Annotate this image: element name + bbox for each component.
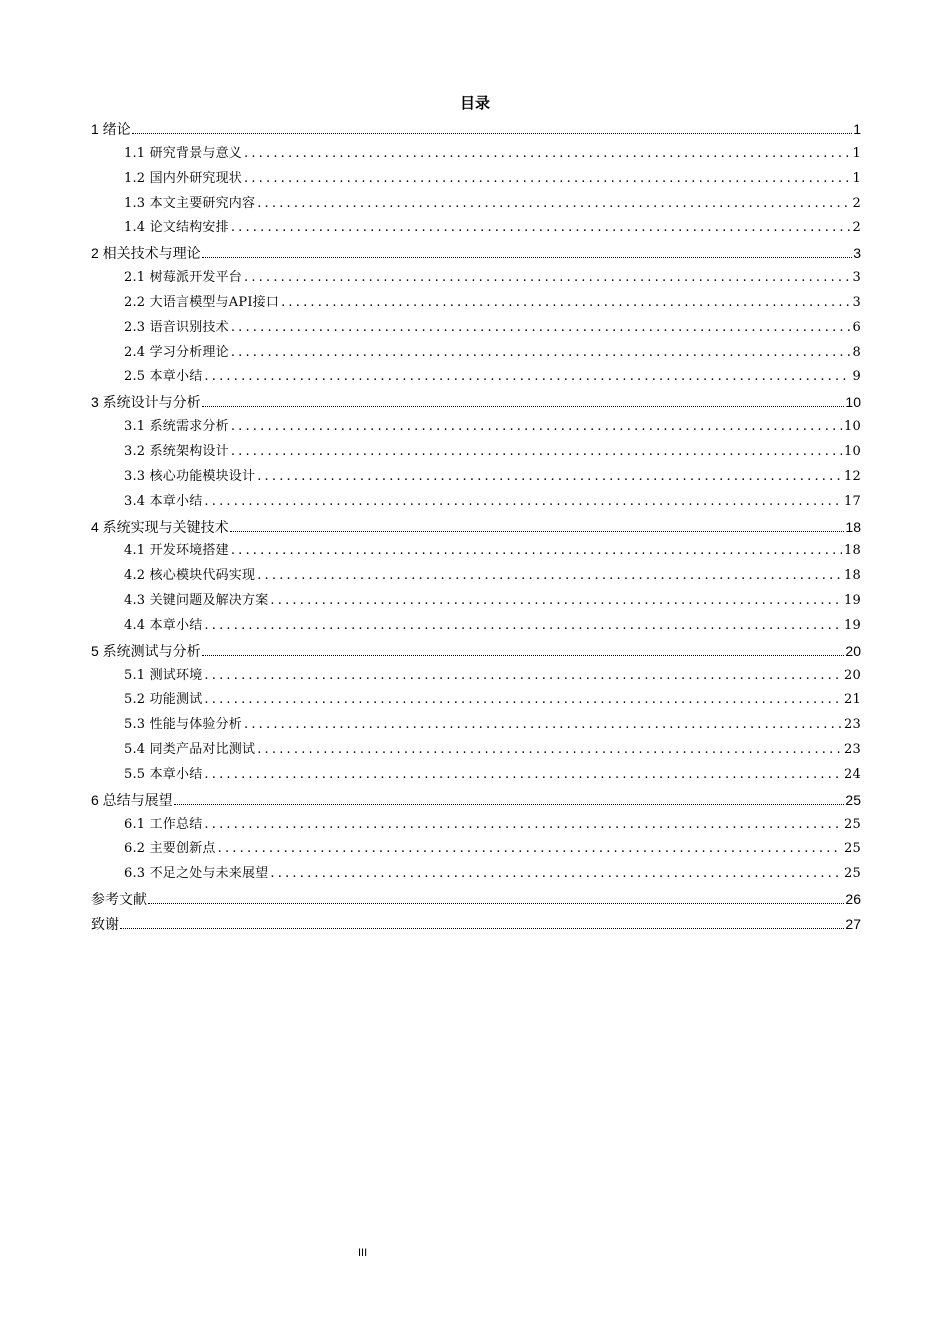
toc-chapter-entry[interactable] [91,515,861,540]
toc-section-entry[interactable] [91,813,861,838]
toc-chapter-entry[interactable] [91,788,861,813]
toc-entry-page-number: 25 [844,841,861,857]
toc-section-entry[interactable] [91,216,861,241]
toc-entry-label: 参考文献 [91,891,147,908]
toc-entry-label: 2.3 语音识别技术 [124,319,229,335]
toc-section-entry[interactable] [91,291,861,316]
toc-section-entry[interactable] [91,341,861,366]
toc-section-entry[interactable] [91,192,861,217]
toc-entry-page-number: 8 [852,344,861,360]
toc-entry-label: 6.2 主要创新点 [124,841,216,857]
toc-entry-label: 3.3 核心功能模块设计 [124,468,256,484]
toc-leader-dots [231,440,842,465]
toc-entry-label: 3.1 系统需求分析 [124,419,229,435]
toc-leader-dots [218,837,842,862]
toc-section-entry[interactable] [91,837,861,862]
toc-entry-page-number: 2 [852,195,861,211]
toc-entry-page-number: 10 [845,394,861,411]
toc-leader-dots [132,133,853,134]
toc-entry-label: 2 相关技术与理论 [91,245,201,262]
toc-chapter-entry[interactable] [91,390,861,415]
toc-leader-dots [204,813,842,838]
toc-entry-page-number: 25 [844,816,861,832]
toc-section-entry[interactable] [91,564,861,589]
toc-entry-label: 5 系统测试与分析 [91,642,201,659]
toc-leader-dots [244,142,851,167]
toc-entry-label: 致谢 [91,916,119,932]
toc-entry-label: 4.1 开发环境搭建 [124,543,229,559]
toc-entry-label: 6.1 工作总结 [124,816,203,832]
toc-entry-page-number: 10 [844,443,861,459]
toc-section-entry[interactable] [91,589,861,614]
toc-section-entry[interactable] [91,862,861,887]
toc-section-entry[interactable] [91,142,861,167]
toc-entry-label: 5.5 本章小结 [124,766,203,782]
toc-leader-dots [244,713,842,738]
toc-entry-page-number: 3 [852,294,861,310]
toc-section-entry[interactable] [91,316,861,341]
toc-leader-dots [204,688,842,713]
toc-section-entry[interactable] [91,614,861,639]
toc-section-entry[interactable] [91,539,861,564]
toc-entry-page-number: 9 [852,369,861,385]
toc-entry-page-number: 18 [844,568,861,584]
toc-entry-label: 5.1 测试环境 [124,667,203,683]
toc-entry-label: 6.3 不足之处与未来展望 [124,866,269,882]
toc-title: 目录 [459,95,490,112]
toc-section-entry[interactable] [91,713,861,738]
toc-entry-label: 1.4 论文结构安排 [124,220,229,236]
toc-leader-dots [281,291,850,316]
toc-entry-page-number: 1 [853,121,861,137]
toc-leader-dots [120,928,844,929]
toc-entry-label: 2.5 本章小结 [124,369,203,385]
toc-entry-page-number: 27 [845,916,861,932]
toc-entry-label: 2.1 树莓派开发平台 [124,270,243,286]
toc-entry-page-number: 1 [852,145,861,161]
toc-entry-label: 3.4 本章小结 [124,493,203,509]
toc-entry-label: 4.2 核心模块代码实现 [124,568,256,584]
toc-section-entry[interactable] [91,465,861,490]
toc-leader-dots [231,216,851,241]
toc-entry-page-number: 18 [845,518,861,535]
toc-section-entry[interactable] [91,365,861,390]
toc-leader-dots [257,465,842,490]
toc-entry-page-number: 3 [853,245,861,262]
toc-chapter-entry[interactable] [91,887,861,912]
toc-entry-label: 1.3 本文主要研究内容 [124,195,256,211]
toc-entry-page-number: 18 [844,543,861,559]
toc-entry-label: 6 总结与展望 [91,791,173,808]
toc-leader-dots [174,804,845,805]
toc-entry-page-number: 12 [844,468,861,484]
toc-section-entry[interactable] [91,763,861,788]
toc-chapter-entry[interactable] [91,117,861,142]
toc-leader-dots [257,564,842,589]
toc-entry-page-number: 2 [852,220,861,236]
toc-entry-page-number: 19 [844,617,861,633]
toc-entry-page-number: 20 [845,642,861,659]
toc-leader-dots [230,531,845,532]
toc-section-entry[interactable] [91,167,861,192]
toc-entry-page-number: 10 [844,419,861,435]
toc-entry-page-number: 20 [844,667,861,683]
toc-leader-dots [148,903,844,904]
toc-entry-label: 1.1 研究背景与意义 [124,145,243,161]
toc-entry-page-number: 21 [844,692,861,708]
toc-chapter-entry[interactable] [91,241,861,266]
toc-entry-page-number: 26 [845,891,861,908]
toc-leader-dots [244,266,851,291]
toc-entry-label: 5.4 同类产品对比测试 [124,742,256,758]
toc-entry-label: 5.2 功能测试 [124,692,203,708]
toc-section-entry[interactable] [91,490,861,515]
table-of-contents [91,117,861,937]
toc-leader-dots [231,415,842,440]
toc-leader-dots [202,655,845,656]
toc-leader-dots [231,539,842,564]
toc-leader-dots [204,763,842,788]
toc-entry-page-number: 1 [852,170,861,186]
toc-leader-dots [257,738,842,763]
toc-leader-dots [202,406,845,407]
toc-entry-label: 5.3 性能与体验分析 [124,717,243,733]
toc-entry-page-number: 24 [844,766,861,782]
toc-entry-page-number: 25 [845,791,861,808]
toc-leader-dots [270,589,842,614]
toc-leader-dots [202,257,853,258]
toc-section-entry[interactable] [91,664,861,689]
toc-entry-page-number: 6 [852,319,861,335]
toc-entry-label: 1 绪论 [91,121,131,137]
toc-section-entry[interactable] [91,440,861,465]
toc-leader-dots [204,614,842,639]
toc-entry-page-number: 25 [844,866,861,882]
toc-leader-dots [231,341,851,366]
toc-entry-page-number: 3 [852,270,861,286]
toc-entry-label: 4.4 本章小结 [124,617,203,633]
toc-section-entry[interactable] [91,688,861,713]
toc-entry-page-number: 23 [844,742,861,758]
toc-leader-dots [231,316,851,341]
toc-entry-page-number: 19 [844,593,861,609]
toc-leader-dots [204,664,842,689]
toc-entry-page-number: 17 [844,493,861,509]
toc-leader-dots [204,490,842,515]
toc-section-entry[interactable] [91,738,861,763]
toc-entry-label: 1.2 国内外研究现状 [124,170,243,186]
toc-entry-page-number: 23 [844,717,861,733]
toc-leader-dots [257,192,850,217]
toc-entry-label: 3 系统设计与分析 [91,394,201,411]
toc-leader-dots [270,862,842,887]
toc-section-entry[interactable] [91,266,861,291]
page-number-footer: III [358,1247,368,1259]
toc-entry-label: 4 系统实现与关键技术 [91,518,229,535]
toc-leader-dots [244,167,851,192]
toc-chapter-entry[interactable] [91,639,861,664]
toc-entry-label: 2.2 大语言模型与API接口 [124,294,280,310]
toc-entry-label: 2.4 学习分析理论 [124,344,229,360]
toc-entry-label: 3.2 系统架构设计 [124,443,229,459]
toc-chapter-entry[interactable] [91,912,861,937]
toc-entry-label: 4.3 关键问题及解决方案 [124,593,269,609]
toc-section-entry[interactable] [91,415,861,440]
toc-leader-dots [204,365,850,390]
